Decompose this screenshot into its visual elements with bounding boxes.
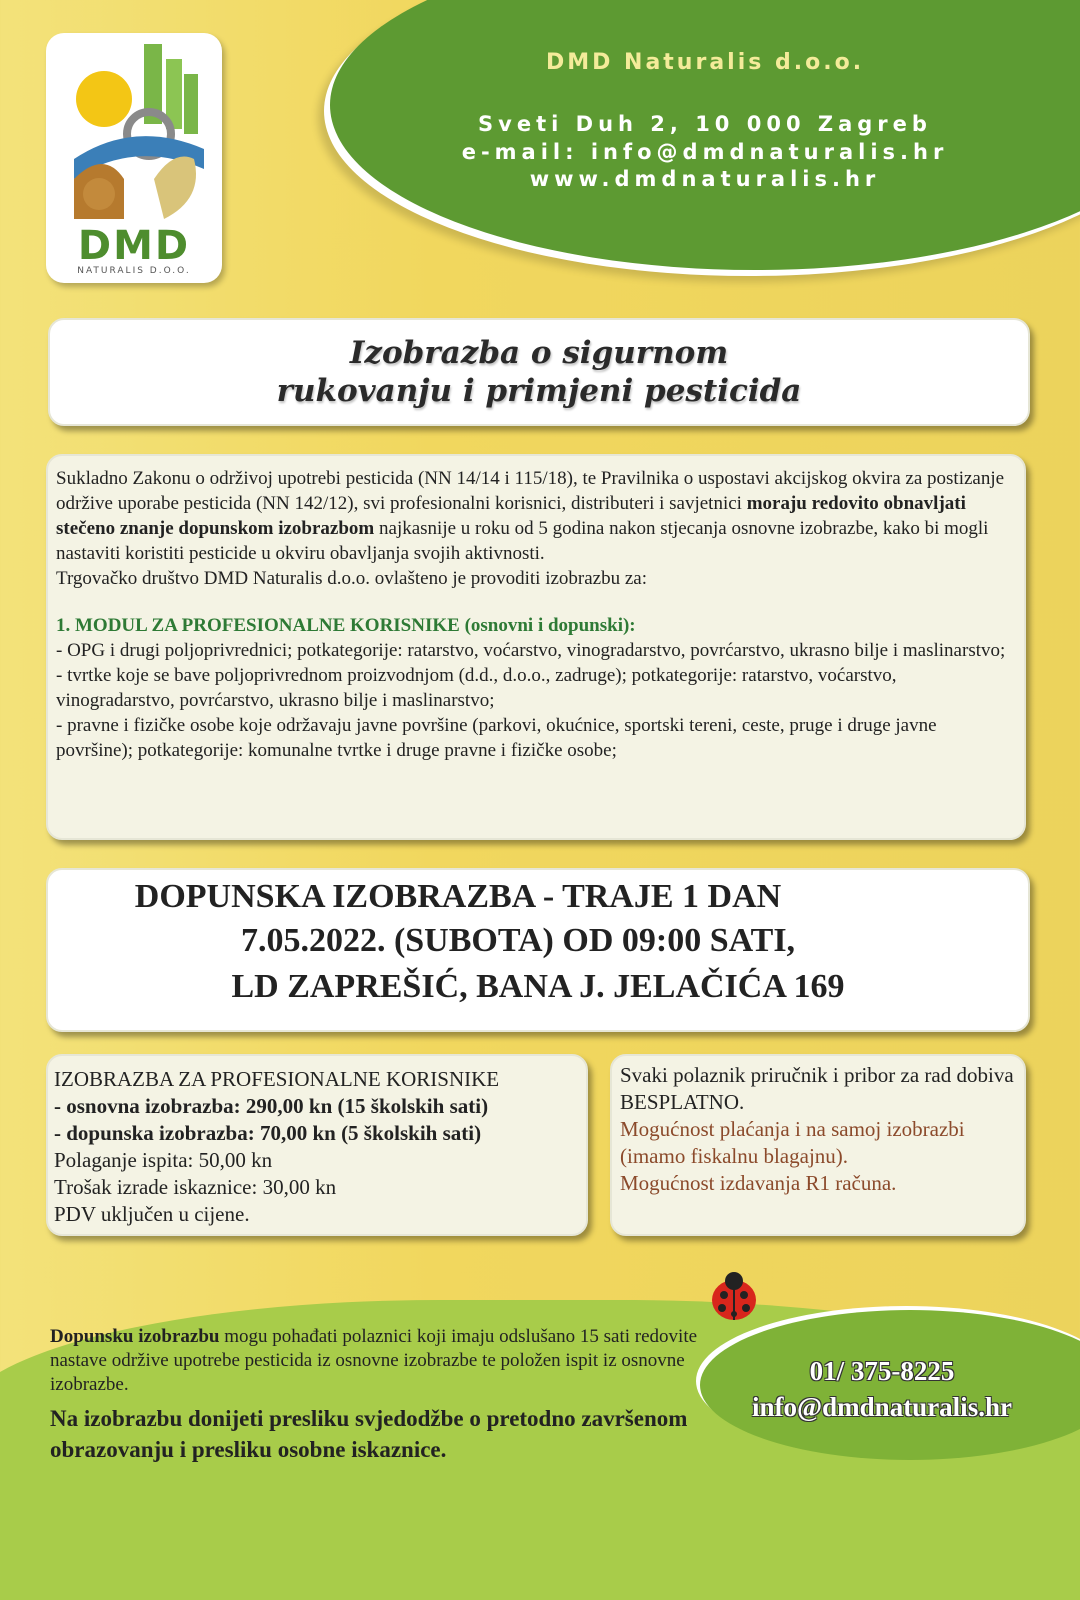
- eligibility-text: [50, 1325, 700, 1397]
- company-name: DMD Naturalis d.o.o.: [545, 50, 865, 75]
- eligibility-bold: Dopunsku izobrazbu: [50, 1326, 220, 1347]
- logo-subtext: NATURALIS D.O.O.: [77, 266, 191, 276]
- title-panel: [48, 318, 1030, 426]
- company-website[interactable]: www.dmdnaturalis.hr: [529, 167, 881, 191]
- module-heading: 1. MODUL ZA PROFESIONALNE KORISNIKE (osnovni i dopunski):: [56, 615, 636, 636]
- company-address: Sveti Duh 2, 10 000 Zagreb: [478, 112, 932, 136]
- ladybug-icon: [703, 1268, 765, 1324]
- contact-email[interactable]: info@dmdnaturalis.hr: [752, 1392, 1012, 1422]
- free-panel: [610, 1054, 1026, 1236]
- documents-note: Na izobrazbu donijeti presliku svjedodžbe o pretodno završenom obrazovanju i presliku osobne iskaznice.: [50, 1406, 688, 1462]
- price-panel: [46, 1054, 588, 1236]
- price-heading: IZOBRAZBA ZA PROFESIONALNE KORISNIKE: [54, 1067, 500, 1091]
- info-panel: [46, 454, 1026, 840]
- price-vat: PDV uključen u cijene.: [54, 1202, 250, 1226]
- intro-paragraph: [56, 466, 1016, 566]
- payment-option: Mogućnost plaćanja i na samoj izobrazbi (imamo fiskalnu blagajnu).: [620, 1117, 965, 1168]
- contact-phone[interactable]: 01/ 375-8225: [809, 1356, 955, 1386]
- eligibility-rest: mogu pohađati polaznici koji imaju odslušano 15 sati redovite nastave održive upotrebe pesticida iz osnovne izobrazbe te položen ispit iz osnovne izobrazbe.: [50, 1326, 698, 1395]
- price-card: Trošak izrade iskaznice: 30,00 kn: [54, 1175, 337, 1199]
- list-item: - OPG i drugi poljoprivrednici; potkategorije: ratarstvo, voćarstvo, vinogradarstvo, povrćarstvo, ukrasno bilje i maslinarstvo;: [56, 640, 1006, 661]
- title-line-2: rukovanju i primjeni pesticida: [276, 373, 802, 409]
- intro-text-start: Sukladno Zakonu o održivoj upotrebi pesticida (NN 14/14 i 115/18), te Pravilnika o uspostavi akcijskog okvira za postizanje održive uporabe pesticida (NN 142/12), svi profesionalni korisnici, distributeri i savjetnici: [56, 468, 1005, 514]
- intro-text-bold: moraju redovito obnavljati stečeno znanje dopunskom izobrazbom: [56, 493, 966, 539]
- price-exam: Polaganje ispita: 50,00 kn: [54, 1148, 273, 1172]
- free-materials: Svaki polaznik priručnik i pribor za rad dobiva BESPLATNO.: [620, 1063, 1014, 1114]
- event-location: LD ZAPREŠIĆ, BANA J. JELAČIĆA 169: [231, 968, 845, 1005]
- company-email[interactable]: e-mail: info@dmdnaturalis.hr: [461, 140, 949, 164]
- price-basic: - osnovna izobrazba: 290,00 kn (15 školskih sati): [54, 1094, 489, 1118]
- list-item: - tvrtke koje se bave poljoprivrednom proizvodnjom (d.d., d.o.o., zadruge); potkategorije: ratarstvo, voćarstvo, vinogradarstvo, povrćarstvo, ukrasno bilje i maslinarstvo;: [56, 665, 897, 711]
- company-logo: [46, 33, 222, 283]
- event-panel: [46, 868, 1030, 1032]
- list-item: - pravne i fizičke osobe koje održavaju javne površine (parkovi, okućnice, sportski tereni, ceste, pruge i druge javne površine); potkategorije: komunalne tvrtke i druge pravne i fizičke osobe;: [56, 715, 937, 761]
- event-title: DOPUNSKA IZOBRAZBA - TRAJE 1 DAN: [134, 878, 782, 915]
- price-supplementary: - dopunska izobrazba: 70,00 kn (5 školskih sati): [54, 1121, 482, 1145]
- bottom-note: [50, 1325, 700, 1465]
- intro-text-end: najkasnije u roku od 5 godina nakon stjecanja osnovne izobrazbe, kako bi mogli nastaviti koristiti pesticide u okviru obavljanja svojih aktivnosti.: [56, 518, 989, 564]
- authorized-paragraph: Trgovačko društvo DMD Naturalis d.o.o. ovlašteno je provoditi izobrazbu za:: [56, 568, 648, 589]
- event-date: 7.05.2022. (SUBOTA) OD 09:00 SATI,: [240, 922, 796, 959]
- title-line-1: Izobrazba o sigurnom: [349, 335, 729, 371]
- logo-text: DMD: [77, 223, 191, 269]
- logo-graphic-icon: [54, 39, 214, 224]
- invoice-option: Mogućnost izdavanja R1 računa.: [620, 1171, 897, 1195]
